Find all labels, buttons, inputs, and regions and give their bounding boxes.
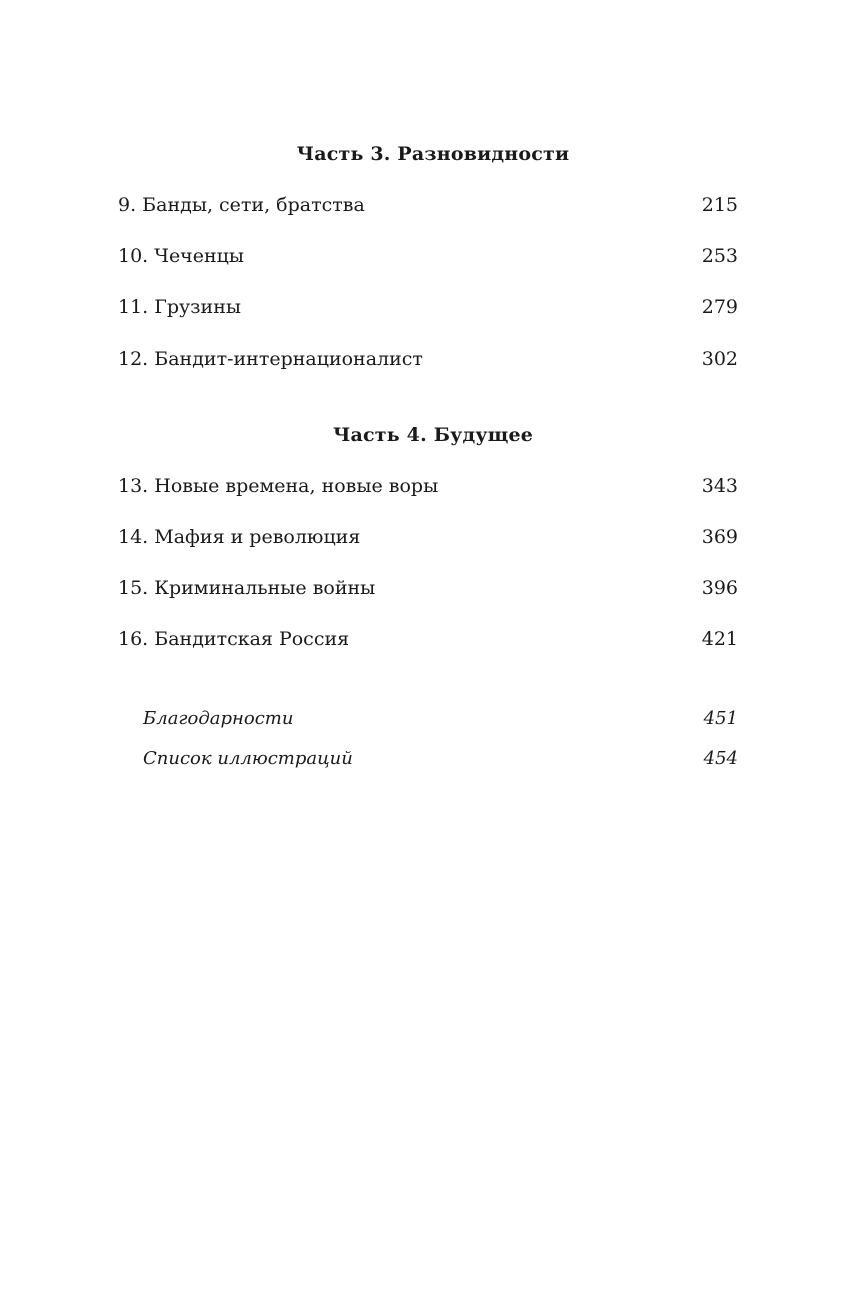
toc-entry-chapter-13[interactable] (118, 475, 738, 503)
toc-entry-label: 12. Бандит-интернационалист (118, 348, 423, 370)
toc-entry-chapter-9[interactable] (118, 194, 738, 222)
toc-entry-label: 11. Грузины (118, 296, 241, 318)
toc-entry-label: Список иллюстраций (143, 748, 353, 769)
toc-entry-page: 215 (701, 194, 738, 216)
toc-entry-label: 10. Чеченцы (118, 245, 244, 267)
toc-entry-label: 9. Банды, сети, братства (118, 194, 365, 216)
toc-entry-chapter-14[interactable] (118, 526, 738, 554)
part-4-title: Часть 4. Будущее (332, 424, 534, 446)
toc-entry-label: 14. Мафия и революция (118, 526, 361, 548)
toc-entry-label: 13. Новые времена, новые воры (118, 475, 439, 497)
toc-entry-acknowledgements[interactable] (143, 708, 738, 736)
toc-entry-label: 16. Бандитская Россия (118, 628, 350, 650)
part-3-title: Часть 3. Разновидности (296, 143, 570, 165)
toc-entry-chapter-12[interactable] (118, 348, 738, 376)
toc-entry-page: 302 (701, 348, 738, 370)
toc-entry-chapter-16[interactable] (118, 628, 738, 656)
toc-entry-chapter-15[interactable] (118, 577, 738, 605)
toc-entry-page: 343 (701, 475, 738, 497)
part-4-heading (0, 424, 856, 446)
toc-entry-page: 421 (701, 628, 738, 650)
toc-entry-page: 451 (703, 708, 738, 729)
toc-entry-chapter-11[interactable] (118, 296, 738, 324)
toc-entry-page: 454 (703, 748, 738, 769)
toc-entry-page: 253 (701, 245, 738, 267)
toc-entry-label: Благодарности (143, 708, 294, 729)
toc-entry-page: 396 (701, 577, 738, 599)
toc-entry-page: 279 (701, 296, 738, 318)
toc-entry-page: 369 (701, 526, 738, 548)
part-3-heading (0, 143, 856, 165)
toc-entry-chapter-10[interactable] (118, 245, 738, 273)
toc-entry-label: 15. Криминальные войны (118, 577, 376, 599)
toc-entry-illustrations[interactable] (143, 748, 738, 776)
